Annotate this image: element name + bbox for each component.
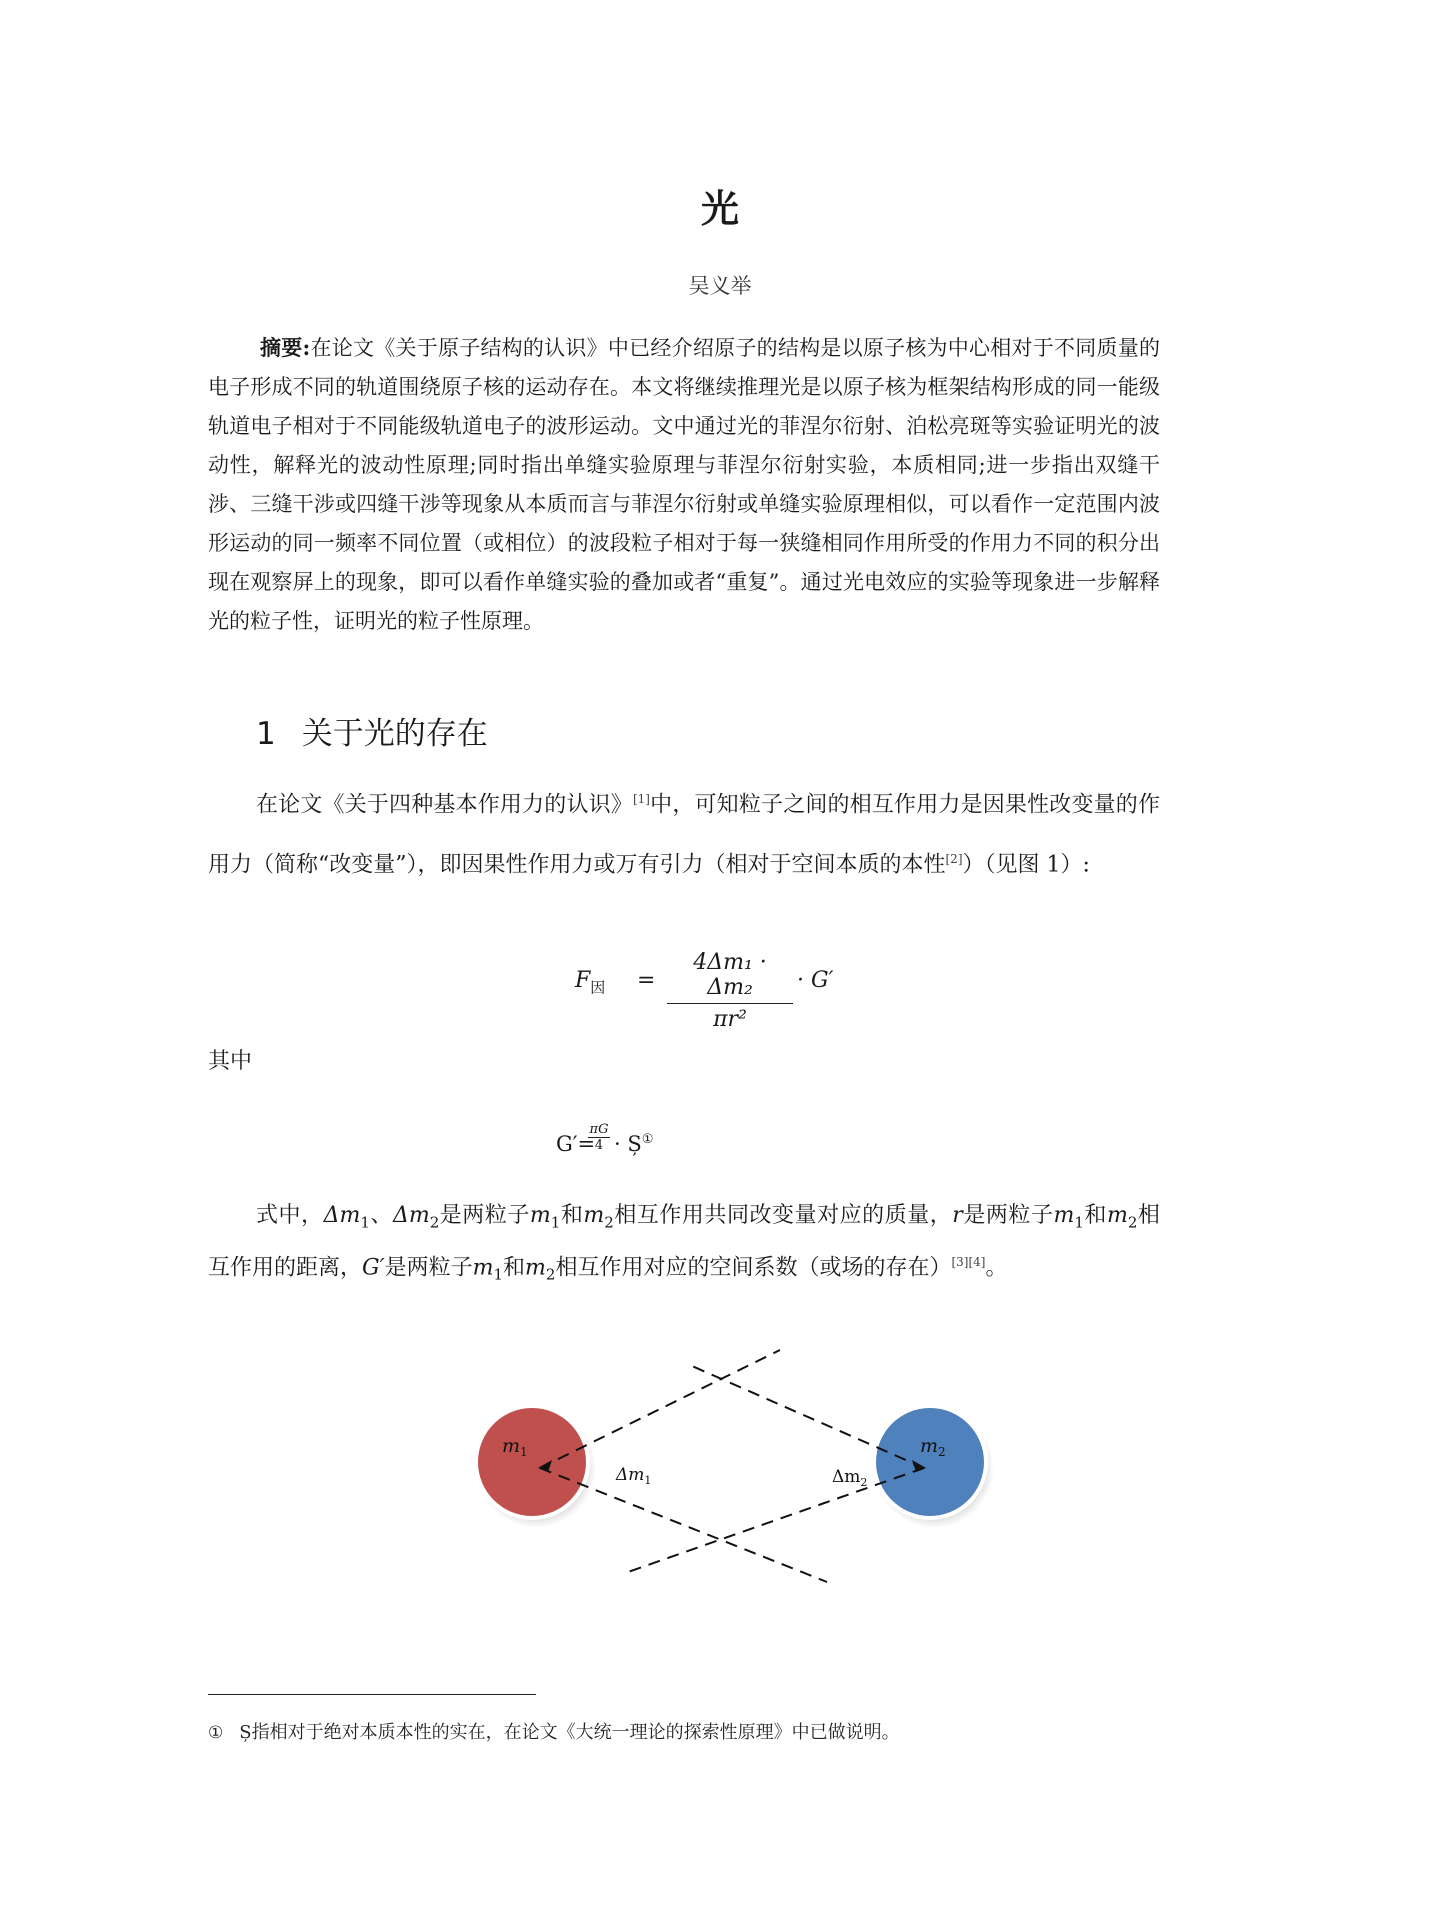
- footnote: [208, 1718, 900, 1744]
- math-var: m: [1053, 1203, 1075, 1228]
- paper-author: 吴义举: [688, 274, 752, 298]
- section-number: 1: [256, 716, 276, 752]
- equation-gprime: [556, 1118, 676, 1168]
- figure-1-diagram: [440, 1320, 946, 1620]
- label-dm2: $\Delta m_2$: [832, 1467, 868, 1489]
- gprime-fraction: [588, 1122, 610, 1153]
- equals-sign: =: [637, 968, 656, 993]
- abstract-text: 在论文《关于原子结构的认识》中已经介绍原子的结构是以原子核为中心相对于不同质量的电子形成不同的轨道围绕原子核的运动存在。本文将继续推理光是以原子核为框架结构形成的同一能级轨道电子相对于不同能级轨道电子的波形运动。文中通过光的菲涅尔衍射、泊松亮斑等实验证明光的波动性，解释光的波动性原理;同时指出单缝实验原理与菲涅尔衍射实验，本质相同;进一步指出双缝干涉、三缝干涉或四缝干涉等现象从本质而言与菲涅尔衍射或单缝实验原理相似，可以看作一定范围内波形运动的同一频率不同位置（或相位）的波段粒子相对于每一狭缝相同作用所受的作用力不同的积分出现在观察屏上的现象，即可以看作单缝实验的叠加或者“重复”。通过光电效应的实验等现象进一步解释光的粒子性，证明光的粒子性原理。: [208, 336, 1160, 633]
- math-var: Δm: [392, 1203, 430, 1228]
- footnote-mark: ①: [641, 1132, 654, 1147]
- gprime-rest: [614, 1132, 653, 1156]
- text: 是两粒子: [962, 1203, 1054, 1228]
- dashed-line-lower-left: [540, 1468, 827, 1582]
- qizhong-text: 其中: [208, 1049, 253, 1074]
- gprime-s-symbol: · Ș: [614, 1132, 642, 1156]
- text: 和: [1083, 1203, 1107, 1228]
- equation-force: [575, 950, 834, 1032]
- para1-text-c: ）（见图 1）:: [962, 852, 1090, 878]
- math-sub: 1: [550, 1213, 561, 1232]
- math-sub: 2: [545, 1266, 556, 1285]
- math-var: m: [583, 1203, 605, 1228]
- abstract-label: 摘要:: [260, 335, 311, 360]
- footnote-separator: [208, 1694, 536, 1695]
- para1-text-b: 中，可知粒子之间的相互作用力是因果性改变量的作用力（简称“改变量”），即因果性作用力或万有引力（相对于空间本质的本性: [208, 792, 1160, 878]
- label-dm1: $\Delta m_1$: [616, 1465, 652, 1487]
- math-sub: 1: [360, 1213, 370, 1232]
- footnote-text: Ș指相对于绝对本质本性的实在，在论文《大统一理论的探索性原理》中已做说明。: [239, 1722, 900, 1743]
- abstract: [208, 328, 1160, 641]
- math-var: m: [1106, 1203, 1128, 1228]
- abstract-paragraph: [208, 328, 1160, 641]
- math-var: m: [472, 1255, 494, 1281]
- text: 是两粒子: [384, 1255, 473, 1281]
- text: 相互作用共同改变量对应的质量，: [613, 1203, 953, 1228]
- math-sub: 1: [1074, 1213, 1084, 1232]
- math-var: Δm: [323, 1203, 361, 1228]
- body-paragraph-2: [208, 1196, 1160, 1295]
- fraction-numerator: 4Δm₁ · Δm₂: [667, 950, 793, 1004]
- math-sub: 2: [604, 1213, 614, 1232]
- math-var: r: [952, 1203, 963, 1228]
- text: 。: [985, 1255, 1008, 1281]
- math-sub: 2: [429, 1213, 440, 1232]
- label-m1: $m_1$: [502, 1435, 528, 1459]
- equation-lhs: [575, 968, 605, 997]
- text: 相互作用对应的空间系数（或场的存在）: [555, 1255, 952, 1281]
- fraction-denominator: πr²: [713, 1007, 747, 1032]
- gprime-numerator: πG: [589, 1122, 609, 1137]
- gprime-denominator: 4: [594, 1138, 604, 1153]
- citation-ref: [3][4]: [951, 1255, 986, 1270]
- math-sub: 2: [1127, 1213, 1138, 1232]
- paper-title: 光: [700, 186, 739, 231]
- text: 是两粒子: [439, 1203, 530, 1228]
- math-var: m: [525, 1255, 546, 1281]
- text: 和: [560, 1203, 584, 1228]
- dashed-line-upper-left: [540, 1350, 780, 1468]
- math-var: G′: [362, 1255, 385, 1281]
- force-symbol: F: [575, 968, 591, 993]
- equation-tail: · G′: [797, 968, 834, 993]
- body-paragraph-1: [208, 772, 1160, 893]
- gprime-lhs: G′=: [556, 1132, 596, 1156]
- para1-text-a: 在论文《关于四种基本作用力的认识》: [256, 792, 633, 818]
- section-title: 关于光的存在: [301, 716, 488, 752]
- text: 和: [503, 1255, 526, 1281]
- particle-m1-core: [478, 1408, 586, 1516]
- section-heading: [256, 708, 488, 753]
- particle-m2-core: [876, 1408, 984, 1516]
- citation-ref: [1]: [632, 792, 650, 806]
- text: 式中，: [256, 1203, 324, 1228]
- math-var: m: [529, 1203, 551, 1228]
- footnote-mark: ①: [208, 1723, 224, 1743]
- text: 相互作用的距离，: [208, 1203, 1160, 1281]
- citation-ref: [2]: [945, 852, 963, 867]
- text: 、: [369, 1203, 393, 1228]
- label-m2: $m_2$: [920, 1435, 946, 1459]
- force-subscript: 因: [590, 978, 606, 997]
- fraction: [667, 950, 793, 1032]
- math-sub: 1: [493, 1266, 504, 1285]
